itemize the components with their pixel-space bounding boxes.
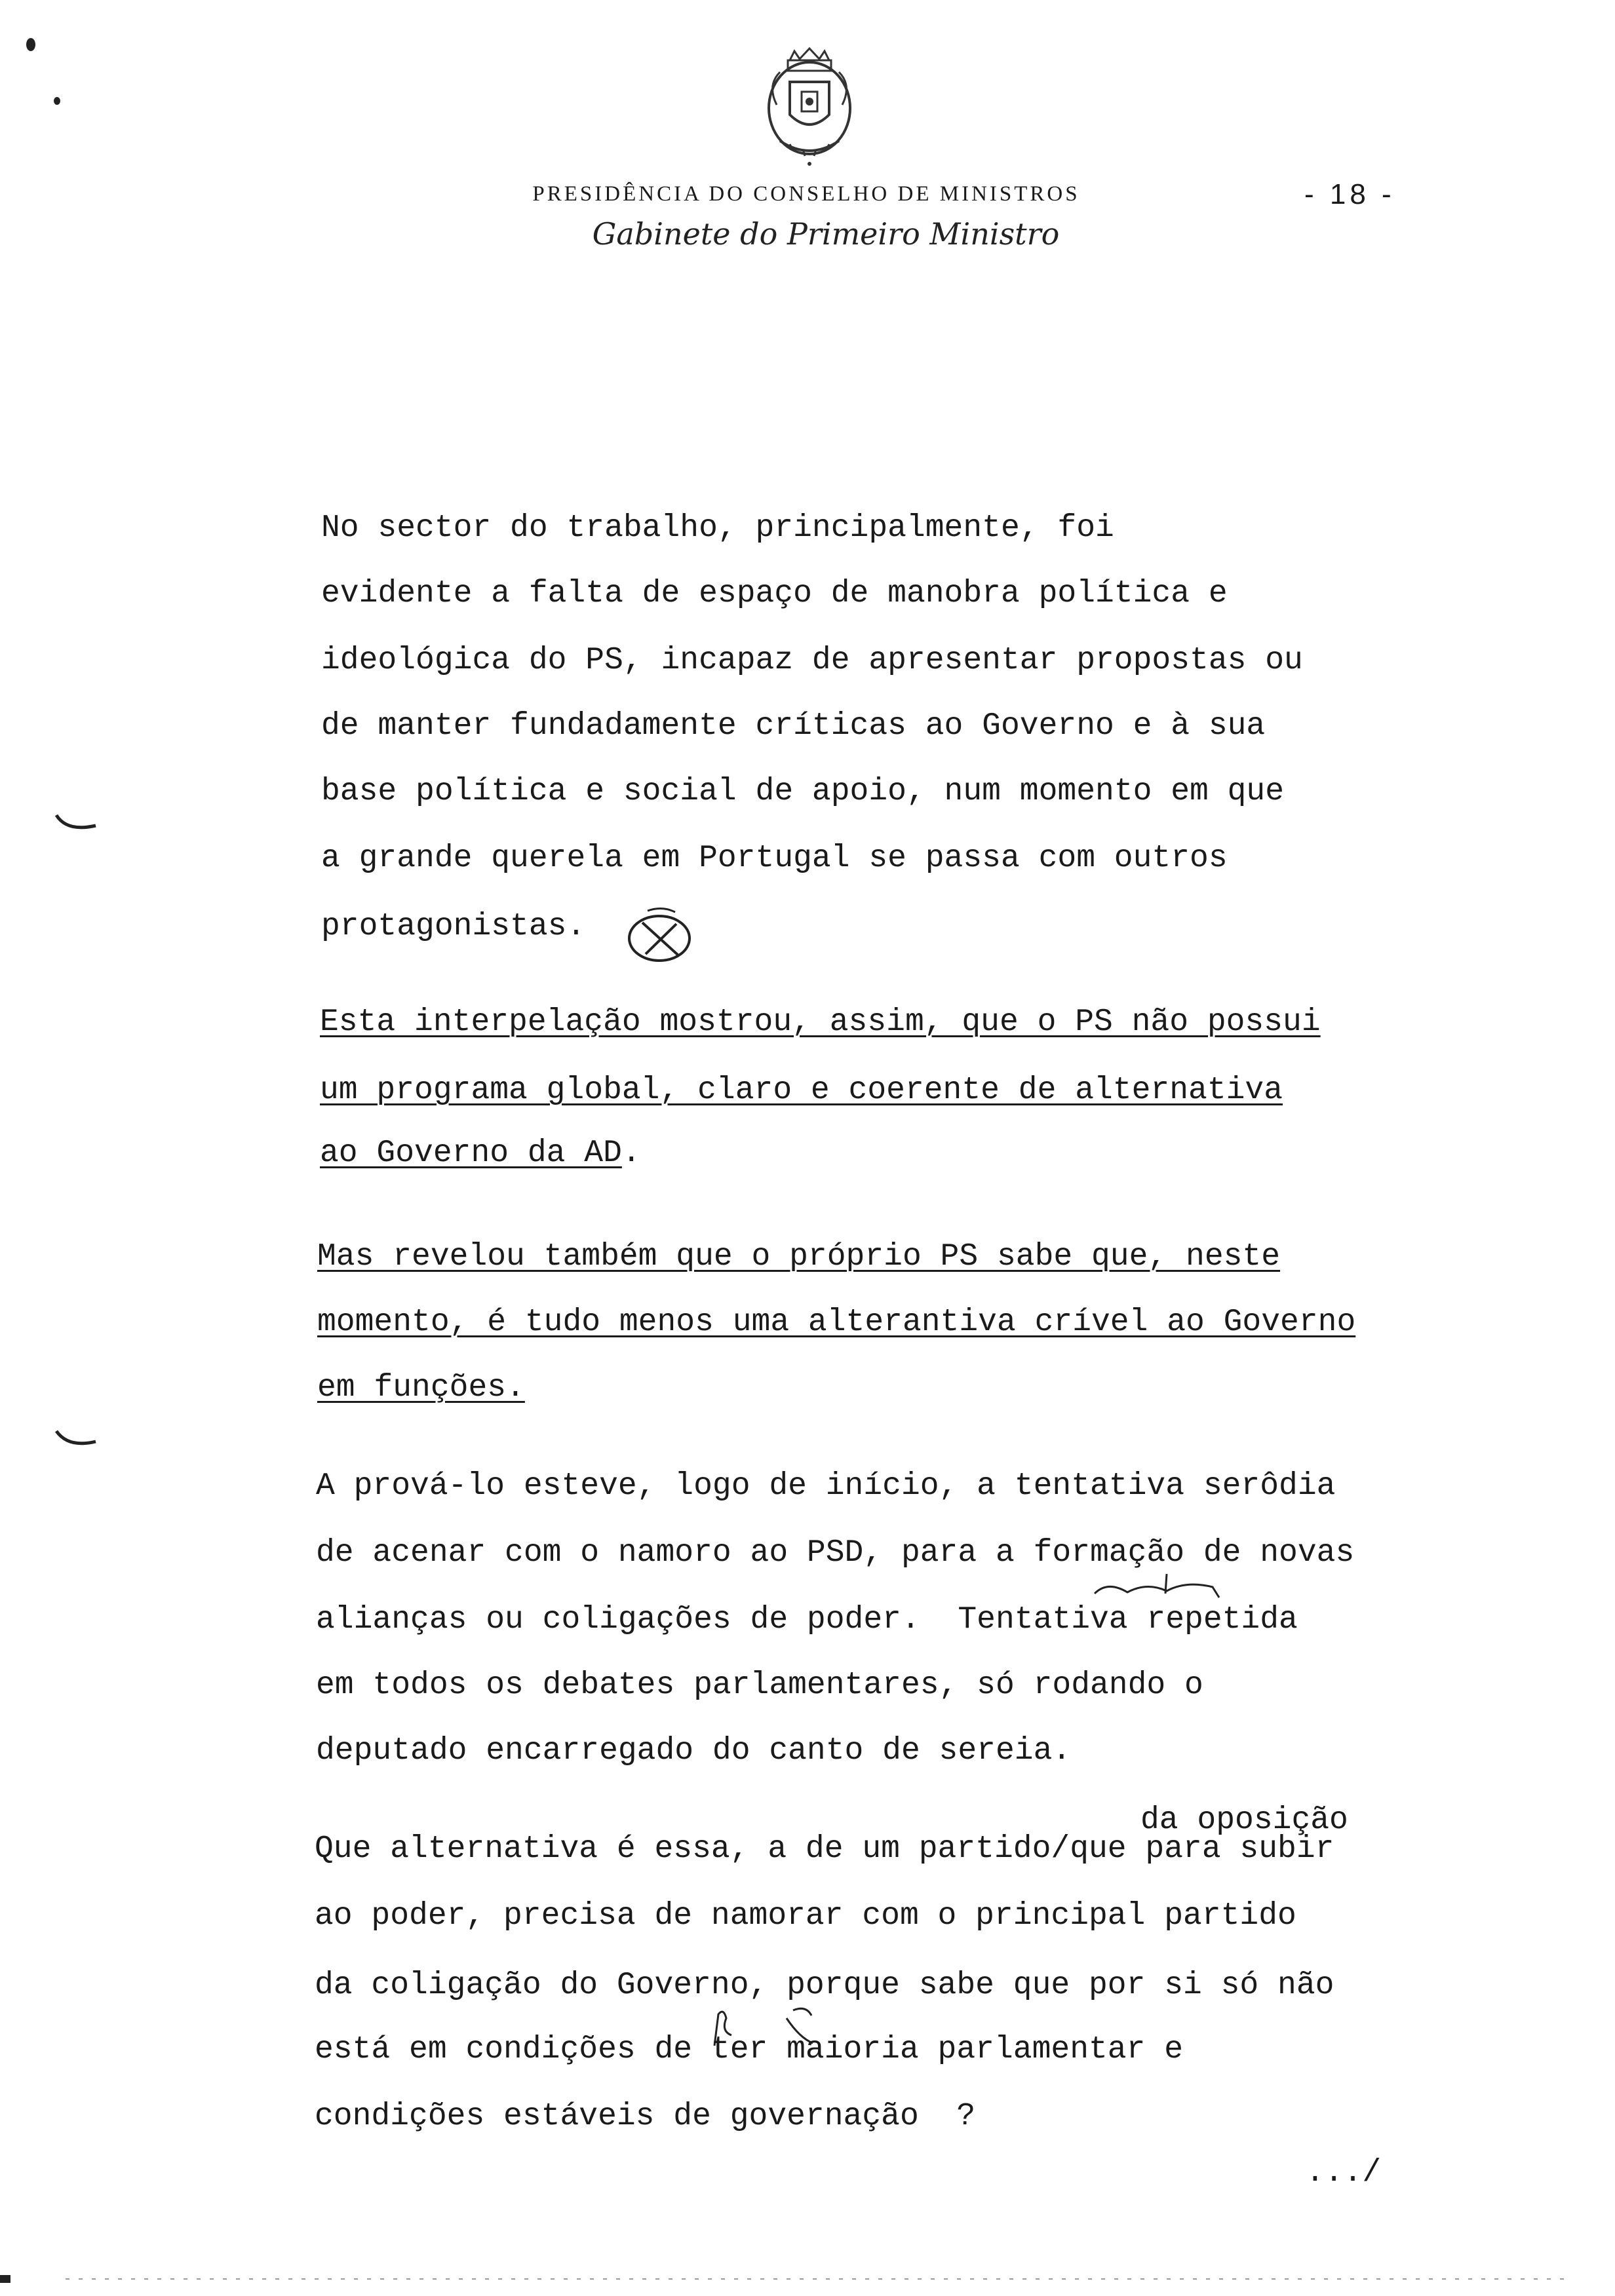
institution-header: PRESIDÊNCIA DO CONSELHO DE MINISTROS [532,182,1080,206]
inserted-text: da oposição [1140,1803,1348,1838]
underlined-text: ao Governo da AD [320,1136,622,1171]
paragraph-line: de manter fundadamente críticas ao Governo e à sua [321,708,1266,744]
paragraph-line: está em condições de ter maioria parlamentar e [315,2032,1184,2067]
paragraph-line: protagonistas. [321,909,586,944]
underlined-line: Esta interpelação mostrou, assim, que o PS não possui [320,1004,1321,1040]
margin-check-mark-icon [54,1427,100,1453]
paragraph-line: evidente a falta de espaço de manobra política e [321,576,1228,611]
paragraph-line: em todos os debates parlamentares, só rodando o [316,1668,1203,1703]
underlined-line: um programa global, claro e coerente de alternativa [320,1073,1283,1108]
scan-edge-artifact [0,2272,1615,2286]
coat-of-arms-icon [754,46,865,170]
paragraph-line: da coligação do Governo, porque sabe que por si só não [315,1968,1334,2003]
paragraph-line: No sector do trabalho, principalmente, foi [321,510,1114,546]
office-subtitle: Gabinete do Primeiro Ministro [592,216,1060,252]
continuation-marker: .../ [1306,2155,1382,2191]
circled-x-mark-icon [616,903,701,968]
paragraph-line: ao poder, precisa de namorar com o principal partido [315,1898,1296,1934]
page-number: - 18 - [1304,178,1395,210]
paragraph-line: deputado encarregado do canto de sereia. [316,1733,1072,1769]
paragraph-line: base política e social de apoio, num momento em que [321,774,1285,809]
underlined-line: Mas revelou também que o próprio PS sabe que, neste [317,1239,1281,1274]
scan-dot [26,38,35,51]
paragraph-line: de acenar com o namoro ao PSD, para a formação de novas [316,1535,1355,1571]
underlined-line: em funções. [317,1370,525,1406]
handwritten-annotation-icon [1088,1567,1239,1607]
paragraph-line: A prová-lo esteve, logo de início, a tentativa serôdia [316,1468,1336,1504]
sentence-end: . [621,1136,641,1171]
underlined-line [320,1138,641,1169]
scan-dot [54,97,60,105]
margin-check-mark-icon [54,811,100,837]
underlined-line: momento, é tudo menos uma alterantiva crível ao Governo [317,1305,1356,1340]
paragraph-line: ideológica do PS, incapaz de apresentar propostas ou [321,643,1303,678]
paragraph-line: condições estáveis de governação ? [315,2099,976,2134]
paragraph-line: a grande querela em Portugal se passa com outros [321,841,1228,876]
paragraph-line: Que alternativa é essa, a de um partido/que para subir [315,1831,1334,1867]
paragraph-line: alianças ou coligações de poder. Tentativa repetida [316,1602,1298,1637]
